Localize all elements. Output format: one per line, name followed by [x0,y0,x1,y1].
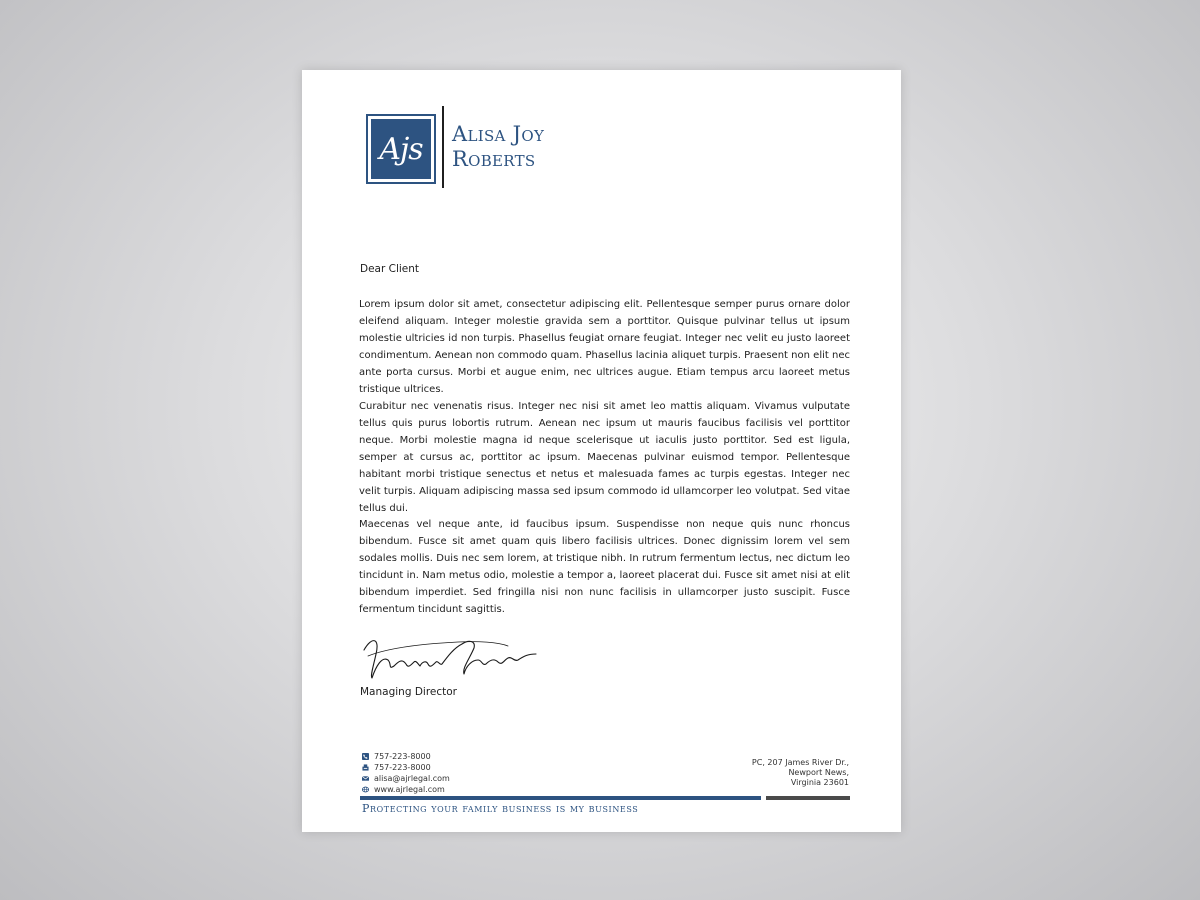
address-line-1: PC, 207 James River Dr., [751,758,849,767]
letter-page [302,70,901,832]
mail-icon [362,775,369,782]
contact-website [362,784,450,795]
logo-monogram-box [366,114,436,184]
footer-tagline: Protecting your family business is my business [362,802,639,815]
contact-fax-text: 757-223-8000 [374,763,431,772]
logo-monogram: Ajs [379,131,423,167]
contact-phone-text: 757-223-8000 [374,752,431,761]
logo-name-line1: Alisa Joy [452,122,545,146]
contact-email-text: alisa@ajrlegal.com [374,774,450,783]
footer-rule-gray [766,796,850,800]
address-line-2: Newport News, [788,768,849,777]
contact-website-text: www.ajrlegal.com [374,785,445,794]
footer-rule-blue [360,796,761,800]
phone-icon [362,753,369,760]
body-paragraph-2: Curabitur nec venenatis risus. Integer nec nisi sit amet leo mattis aliquam. Vivamus vulputate tellus quis purus lobortis rutrum. Aenean nec ipsum ut mauris faucibus facilisis vel porttitor neque. Morbi molestie magna id neque scelerisque ut iaculis justo porttitor. Sed est ligula, semper at cursus ac, porttitor ac ipsum. Maecenas pulvinar euismod tempor. Pellentesque habitant morbi tristique senectus et netus et malesuada fames ac turpis egestas. Integer nec velit turpis. Aliquam adipiscing massa sed ipsum commodo id ullamcorper leo volutpat. Sed vitae tellus dui. [359,401,850,514]
logo-name-line2: Roberts [452,147,536,171]
address-block [752,758,849,788]
fax-icon [362,764,369,771]
contact-block [362,751,450,795]
salutation: Dear Client [360,263,420,275]
logo-name [452,122,544,172]
logo-monogram-fill [371,119,431,179]
globe-icon [362,786,369,793]
logo-divider [442,106,444,188]
body-paragraph-1: Lorem ipsum dolor sit amet, consectetur adipiscing elit. Pellentesque semper purus ornare dolor eleifend aliquam. Integer molestie gravida sem a porttitor. Quisque pulvinar tellus ut ipsum molestie ultricies id non turpis. Phasellus feugiat ornare feugiat. Integer nec velit eu justo laoreet condimentum. Aenean non commodo quam. Phasellus lacinia aliquet turpis. Praesent non elit nec ante porta cursus. Morbi et augue enim, nec ultrices augue. Etiam tempus arcu laoreet metus tristique ultrices. [359,299,850,395]
handwritten-signature [358,626,540,686]
contact-email [362,773,450,784]
body-paragraph-3: Maecenas vel neque ante, id faucibus ipsum. Suspendisse non neque quis nunc rhoncus bibendum. Fusce sit amet quam quis libero facilisis ultrices. Donec dignissim lorem vel sem sodales mollis. Duis nec sem lorem, at tristique nibh. In rutrum fermentum lectus, nec dictum leo tincidunt in. Nam metus odio, molestie a tempor a, laoreet placerat dui. Fusce sit amet nisi at elit bibendum imperdiet. Sed fringilla nisi non nunc facilisis in ullamcorper justo suscipit. Fusce fermentum tincidunt sagittis. [359,519,850,615]
signature-title: Managing Director [360,686,458,698]
address-line-3: Virginia 23601 [790,778,849,787]
contact-fax [362,762,450,773]
contact-phone [362,751,450,762]
